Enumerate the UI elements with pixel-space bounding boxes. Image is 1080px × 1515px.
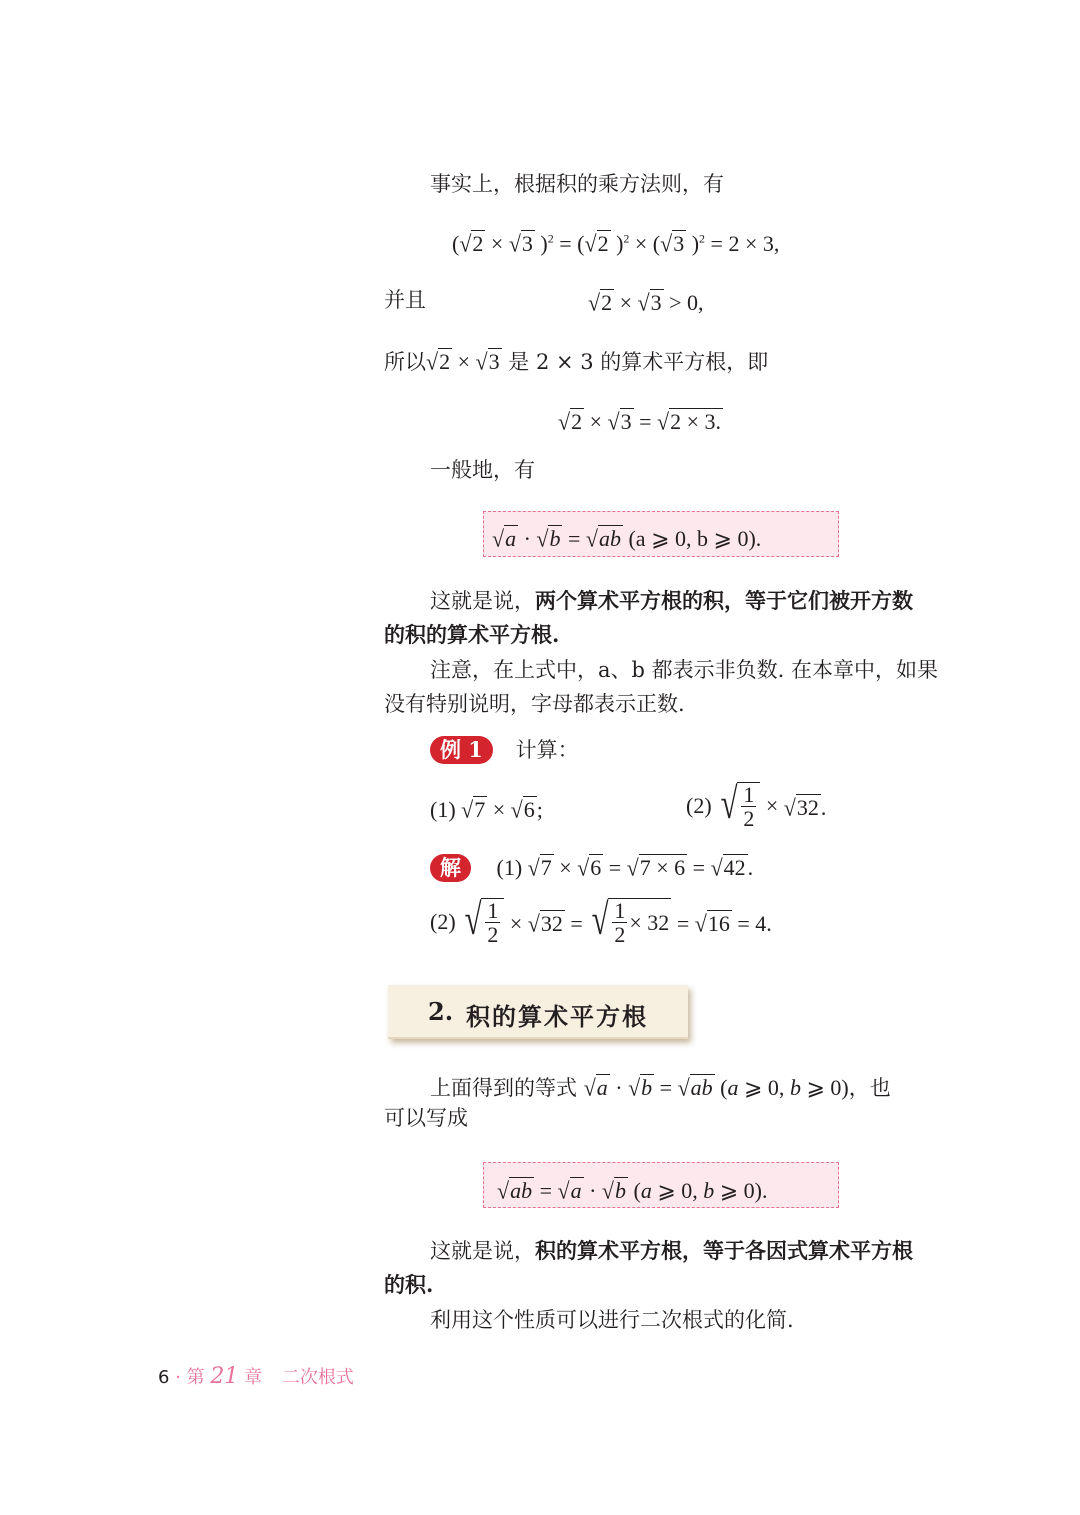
page-number: 6 <box>158 1367 170 1388</box>
paragraph-simplify: 利用这个性质可以进行二次根式的化简. <box>430 1308 794 1332</box>
solution-line-2: (2) √ $\frac{1}{2}$ × √32 = √ $\frac{1}{2}$ × 32 = √16 = 4. <box>430 895 772 948</box>
paragraph-meaning-1: 这就是说，两个算术平方根的积，等于它们被开方数 <box>430 588 913 613</box>
equation-root-product: √2 × √3 = √2 × 3. <box>558 408 721 435</box>
paragraph-rewrite-line-1: 上面得到的等式 √a · √b = √ab (a ⩾ 0, b ⩾ 0)，也 <box>430 1074 891 1101</box>
note-line-1: 注意，在上式中，a、b 都表示非负数. 在本章中，如果 <box>430 658 938 682</box>
general-text: 一般地，有 <box>430 458 535 482</box>
formula-root-of-product: √ab = √a · √b (a ⩾ 0, b ⩾ 0). <box>497 1177 768 1204</box>
example-item-1: (1) √7 × √6; <box>430 796 543 823</box>
note-line-2: 没有特别说明，字母都表示正数. <box>384 692 685 716</box>
solution-tag: 解 <box>430 854 471 882</box>
chapter-title: 二次根式 <box>281 1367 354 1388</box>
solution-line-1: 解 (1) √7 × √6 = √7 × 6 = √42. <box>430 854 753 882</box>
example-tag: 例 1 <box>430 736 493 764</box>
formula-product-rule: √a · √b = √ab (a ⩾ 0, b ⩾ 0). <box>492 525 762 552</box>
equation-positive: √2 × √3 > 0, <box>588 289 704 316</box>
paragraph-meaning-2-cont: 的积. <box>384 1272 434 1297</box>
intro-text: 事实上，根据积的乘方法则，有 <box>430 172 724 196</box>
section-number: 2. <box>428 997 454 1026</box>
paragraph-rewrite-line-2: 可以写成 <box>384 1106 468 1130</box>
paragraph-meaning-1-cont: 的积的算术平方根. <box>384 622 560 647</box>
chapter-number: 21 <box>210 1364 239 1389</box>
section-heading <box>388 985 688 1039</box>
and-label: 并且 <box>384 288 426 312</box>
page-footer: 6 · 第 21 章 二次根式 <box>158 1364 354 1389</box>
so-line: 所以√2 × √3 是 2 × 3 的算术平方根，即 <box>384 348 769 375</box>
example-heading: 例 1 计算： <box>430 736 579 764</box>
example-item-2: (2) √ $\frac{1}{2}$ × √32. <box>686 779 827 832</box>
section-title: 积的算术平方根 <box>466 1002 648 1031</box>
equation-power-of-product: (√2 × √3 )$^2$ = (√2 )$^2$ × (√3 )$^2$ = 2 × 3, <box>452 230 780 257</box>
paragraph-meaning-2: 这就是说，积的算术平方根，等于各因式算术平方根 <box>430 1238 913 1263</box>
